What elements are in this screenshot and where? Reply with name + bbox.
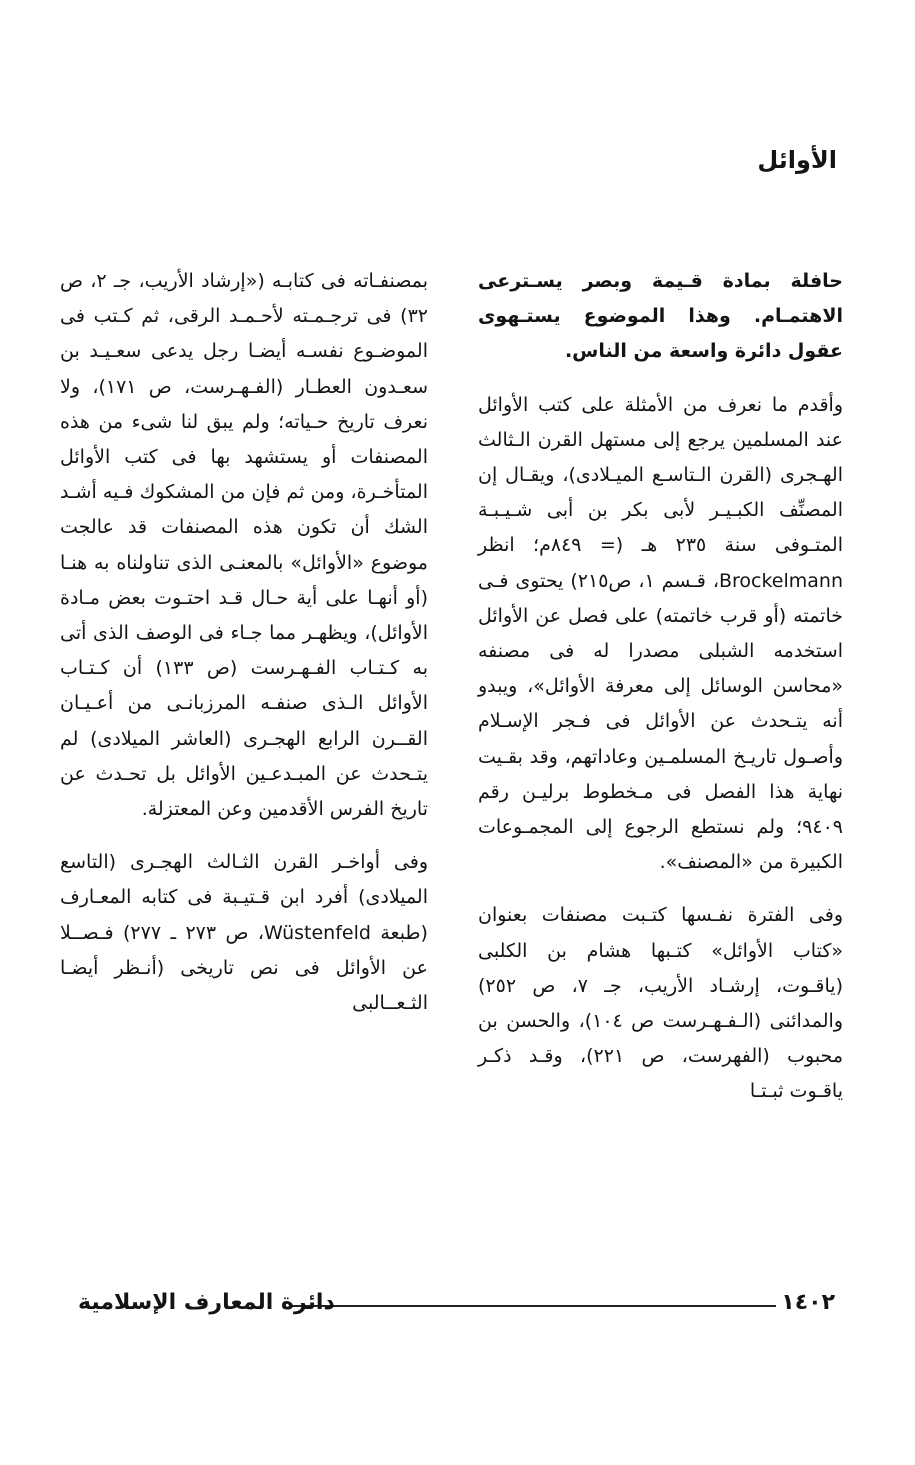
column-lead-paragraph: حافلة بمادة قـيمة وبصر يسـترعى الاهتمـام. وهذا الموضوع يستـهوى عقول دائرة واسعة من الناس. xyxy=(478,270,843,363)
article-column-right xyxy=(478,264,843,1128)
running-head: الأوائل xyxy=(757,146,837,174)
article-column-left xyxy=(60,264,428,1039)
paragraph: وفى الفترة نفـسها كتـبت مصنفات بعنوان «كتاب الأوائل» كتـبها هشام بن الكلبى (ياقـوت، إرشـاد الأريب، جـ ٧، ص ٢٥٢) والمدائنى (الـفـهـرست ص ١٠٤)، والحسن بن محبوب (الفهرست، ص ٢٢١)، وقـد ذكـر ياقـوت ثبـتـا xyxy=(478,904,843,1103)
footer-divider xyxy=(290,1305,776,1307)
journal-title: دائرة المعارف الإسلامية xyxy=(78,1290,335,1315)
paragraph: بمصنفـاته فى كتابـه («إرشاد الأريب، جـ ٢، ص ٣٢) فى ترجـمـته لأحـمـد الرقى، ثم كـتب فى الموضـوع نفسـه أيضـا رجل يدعى سعـيـد بن سعـدون العطـار (الفـهـرست، ص ١٧١)، ولا نعرف تاريخ حـياته؛ ولم يبق لنا شىء من هذه المصنفات أو يستشهد بها فى كتب الأوائل المتأخـرة، ومن ثم فإن من المشكوك فـيه أشـد الشك أن تكون هذه المصنفات قد عالجت موضوع «الأوائل» بالمعنـى الذى تناولناه به هنـا (أو أنهـا على أية حـال قـد احتـوت بعض مـادة الأوائل)، ويظهـر مما جـاء فى الوصف الذى أتى به كـتـاب الفـهـرست (ص ١٣٣) أن كـتـاب الأوائل الـذى صنفـه المرزبانـى من أعـيـان القــرن الرابع الهجـرى (العاشر الميلادى) لم يتـحدث عن المبـدعـين الأوائل بل تحـدث عن تاريخ الفرس الأقدمين وعن المعتزلة. xyxy=(60,270,428,821)
paragraph: وفى أواخـر القرن الثـالث الهجـرى (التاسع الميلادى) أفرد ابن قـتيـبة فى كتابه المعـارف (طبعة Wüstenfeld، ص ٢٧٣ ـ ٢٧٧) فـصــلا عن الأوائل فى نص تاريخى (أنـظر أيضـا الثـعــالبى xyxy=(60,851,428,1015)
paragraph: وأقدم ما نعرف من الأمثلة على كتب الأوائل عند المسلمين يرجع إلى مستهل القرن الـثالث الهـجرى (القرن الـتاسـع الميـلادى)، ويقـال إن المصنِّف الكبـيـر لأبى بكر بن أبى شـيـبـة المتـوفى سنة ٢٣٥ هـ (= ٨٤٩م؛ انظر Brockelmann، قـسم ١، ص٢١٥) يحتوى فـى خاتمته (أو قرب خاتمته) على فصل عن الأوائل استخدمه الشبلى مصدرا له فى مصنفه «محاسن الوسائل إلى معرفة الأوائل»، ويبدو أنه يتـحدث عن الأوائل فى فـجر الإسـلام وأصـول تاريـخ المسلمـين وعاداتهم، وقد بقـيت نهاية هذا الفصل فى مـخطوط برليـن رقم ٩٤٠٩؛ ولم نستطع الرجوع إلى المجمـوعات الكبيرة من «المصنف». xyxy=(478,393,843,874)
page-number: ١٤٠٢ xyxy=(781,1290,835,1315)
